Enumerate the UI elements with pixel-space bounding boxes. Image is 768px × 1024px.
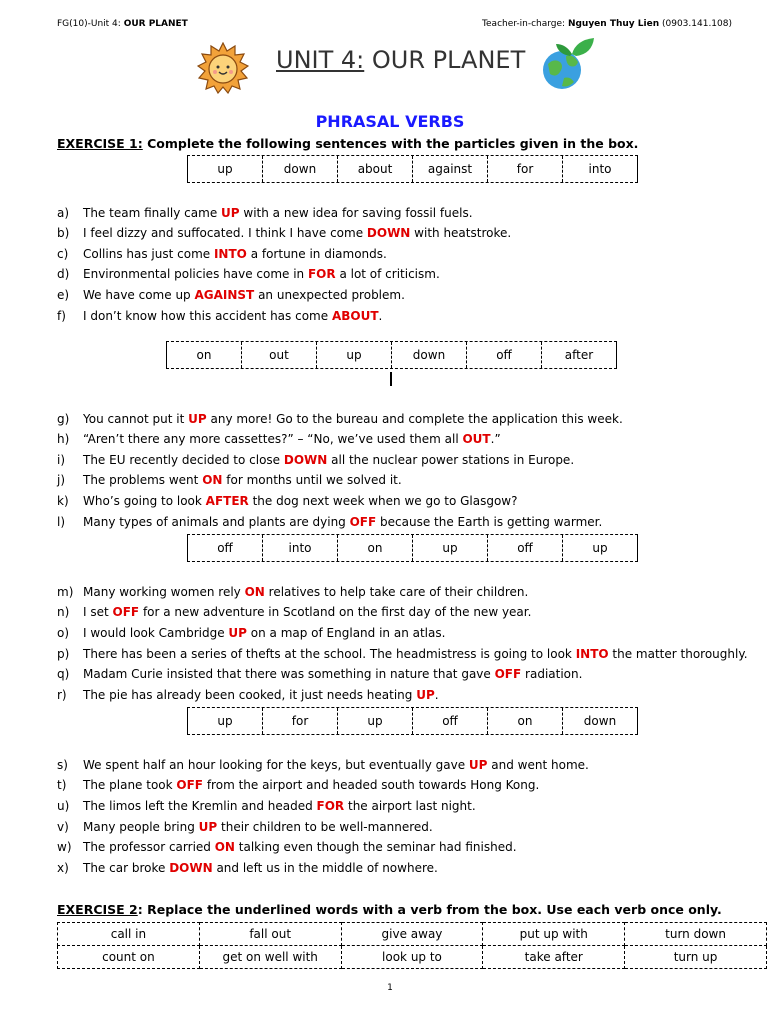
item-text: The professor carried xyxy=(83,840,215,854)
item-text: radiation. xyxy=(521,667,583,681)
exercise2-instruction: : Replace the underlined words with a verb from the box. Use each verb once only. xyxy=(137,902,722,917)
exercise2-label: EXERCISE 2 xyxy=(57,902,138,917)
particle-word: up xyxy=(316,342,391,368)
item-text: Collins has just come xyxy=(83,247,214,261)
sentence-item xyxy=(57,840,517,854)
particle-word: off xyxy=(412,708,487,734)
item-text: their children to be well-mannered. xyxy=(217,820,433,834)
verb-box xyxy=(57,922,767,969)
earth-leaf-icon xyxy=(538,36,598,92)
verb-box-row xyxy=(58,923,767,946)
sentence-item xyxy=(57,267,440,281)
item-label: m) xyxy=(57,585,74,599)
item-text: Madam Curie insisted that there was something in nature that gave xyxy=(83,667,495,681)
item-label: h) xyxy=(57,432,70,446)
item-text: I don’t know how this accident has come xyxy=(83,309,332,323)
particle-word: up xyxy=(337,708,412,734)
item-answer: UP xyxy=(221,206,240,220)
item-text: all the nuclear power stations in Europe. xyxy=(327,453,575,467)
sentence-item xyxy=(57,626,445,640)
particle-word: on xyxy=(337,535,412,561)
particle-word: up xyxy=(562,535,638,561)
item-label: q) xyxy=(57,667,70,681)
item-answer: AFTER xyxy=(205,494,249,508)
sentence-item xyxy=(57,667,582,681)
item-label: p) xyxy=(57,647,70,661)
header-teacher-phone: (0903.141.108) xyxy=(659,19,732,29)
item-label: l) xyxy=(57,515,66,529)
item-text: and went home. xyxy=(487,758,589,772)
particle-word: off xyxy=(187,535,262,561)
item-label: b) xyxy=(57,226,70,240)
item-text: a lot of criticism. xyxy=(335,267,440,281)
particle-word: for xyxy=(487,156,562,182)
particle-box-3 xyxy=(187,534,638,562)
item-text: . xyxy=(434,688,439,702)
sentence-item xyxy=(57,226,511,240)
item-answer: UP xyxy=(228,626,247,640)
item-answer: OFF xyxy=(112,605,140,619)
item-text: .” xyxy=(490,432,501,446)
verb-cell: turn down xyxy=(625,923,767,946)
particle-box-1 xyxy=(187,155,638,183)
item-text: The limos left the Kremlin and headed xyxy=(83,799,317,813)
verb-cell: give away xyxy=(341,923,483,946)
sentence-item xyxy=(57,494,518,508)
sentence-item xyxy=(57,647,748,661)
sentence-item xyxy=(57,861,438,875)
verb-box-row xyxy=(58,946,767,969)
item-text: The team finally came xyxy=(83,206,222,220)
item-answer: INTO xyxy=(575,647,609,661)
item-answer: FOR xyxy=(307,267,336,281)
item-text: “Aren’t there any more cassettes?” – “No, we’ve used them all xyxy=(83,432,463,446)
item-label: x) xyxy=(57,861,69,875)
sentence-item xyxy=(57,412,623,426)
particle-word: down xyxy=(391,342,466,368)
item-text: We spent half an hour looking for the keys, but eventually gave xyxy=(83,758,469,772)
item-text: The pie has already been cooked, it just needs heating xyxy=(83,688,417,702)
item-text: . xyxy=(378,309,383,323)
item-label: i) xyxy=(57,453,66,467)
item-label: w) xyxy=(57,840,72,854)
item-text: the matter thoroughly. xyxy=(608,647,748,661)
item-label: c) xyxy=(57,247,69,261)
item-answer: UP xyxy=(188,412,207,426)
item-label: n) xyxy=(57,605,70,619)
item-answer: ON xyxy=(244,585,265,599)
item-text: There has been a series of thefts at the school. The headmistress is going to look xyxy=(83,647,576,661)
particle-word: out xyxy=(241,342,316,368)
item-text: You cannot put it xyxy=(83,412,189,426)
item-text: The problems went xyxy=(83,473,203,487)
text-cursor xyxy=(390,372,392,386)
item-text: because the Earth is getting warmer. xyxy=(376,515,603,529)
item-label: k) xyxy=(57,494,69,508)
item-text: on a map of England in an atlas. xyxy=(246,626,446,640)
verb-cell: get on well with xyxy=(199,946,341,969)
particle-word: up xyxy=(187,156,262,182)
item-answer: UP xyxy=(468,758,488,772)
item-text: Environmental policies have come in xyxy=(83,267,308,281)
sentence-item xyxy=(57,688,439,702)
particle-word: for xyxy=(262,708,337,734)
header-unit-title: OUR PLANET xyxy=(123,19,188,29)
particle-box-2 xyxy=(166,341,617,369)
exercise1-label: EXERCISE 1: xyxy=(57,136,143,151)
verb-cell: call in xyxy=(58,923,200,946)
item-text: I feel dizzy and suffocated. I think I have come xyxy=(83,226,367,240)
item-answer: OFF xyxy=(176,778,204,792)
sentence-item xyxy=(57,515,602,529)
sentence-item xyxy=(57,820,433,834)
sentence-item xyxy=(57,605,531,619)
header-teacher-prefix: Teacher-in-charge: xyxy=(482,19,568,29)
item-text: and left us in the middle of nowhere. xyxy=(212,861,438,875)
item-answer: ON xyxy=(214,840,235,854)
verb-cell: turn up xyxy=(625,946,767,969)
item-answer: OUT xyxy=(462,432,491,446)
item-answer: DOWN xyxy=(169,861,213,875)
item-label: j) xyxy=(57,473,66,487)
item-answer: UP xyxy=(416,688,435,702)
header-course: FG(10)-Unit 4: xyxy=(57,19,124,29)
sentence-item xyxy=(57,288,405,302)
item-label: u) xyxy=(57,799,70,813)
item-text: Many people bring xyxy=(83,820,199,834)
section-title: PHRASAL VERBS xyxy=(315,112,465,131)
particle-box-4 xyxy=(187,707,638,735)
item-label: s) xyxy=(57,758,68,772)
item-answer: FOR xyxy=(316,799,345,813)
sentence-item xyxy=(57,585,528,599)
item-text: Many working women rely xyxy=(83,585,245,599)
item-text: an unexpected problem. xyxy=(254,288,405,302)
particle-word: down xyxy=(262,156,337,182)
particle-word: against xyxy=(412,156,487,182)
sentence-item xyxy=(57,309,382,323)
header-right xyxy=(482,19,732,29)
item-text: Who’s going to look xyxy=(83,494,206,508)
item-label: o) xyxy=(57,626,70,640)
item-answer: ON xyxy=(202,473,223,487)
page-title xyxy=(276,46,525,74)
exercise1-heading xyxy=(57,136,638,151)
item-answer: DOWN xyxy=(366,226,411,240)
verb-cell: count on xyxy=(58,946,200,969)
item-label: e) xyxy=(57,288,70,302)
particle-word: up xyxy=(187,708,262,734)
particle-word: on xyxy=(166,342,241,368)
sun-icon xyxy=(197,42,249,94)
particle-word: about xyxy=(337,156,412,182)
item-label: v) xyxy=(57,820,69,834)
item-text: from the airport and headed south towards Hong Kong. xyxy=(203,778,540,792)
sentence-item xyxy=(57,247,387,261)
exercise1-instruction: Complete the following sentences with the particles given in the box. xyxy=(142,136,639,151)
header-left xyxy=(57,19,188,29)
item-text: talking even though the seminar had finished. xyxy=(234,840,517,854)
item-answer: OFF xyxy=(494,667,522,681)
item-text: a fortune in diamonds. xyxy=(246,247,387,261)
item-label: a) xyxy=(57,206,70,220)
item-text: with a new idea for saving fossil fuels. xyxy=(239,206,473,220)
sentence-item xyxy=(57,758,589,772)
verb-cell: look up to xyxy=(341,946,483,969)
particle-word: on xyxy=(487,708,562,734)
particle-word: down xyxy=(562,708,638,734)
item-label: d) xyxy=(57,267,70,281)
particle-word: into xyxy=(562,156,638,182)
title-unit: UNIT 4: xyxy=(276,46,365,74)
particle-word: into xyxy=(262,535,337,561)
item-answer: DOWN xyxy=(283,453,328,467)
item-text: any more! Go to the bureau and complete the application this week. xyxy=(206,412,623,426)
item-text: The plane took xyxy=(83,778,177,792)
verb-cell: fall out xyxy=(199,923,341,946)
item-answer: UP xyxy=(198,820,218,834)
item-label: t) xyxy=(57,778,67,792)
sentence-item xyxy=(57,453,574,467)
item-text: The EU recently decided to close xyxy=(83,453,284,467)
sentence-item xyxy=(57,432,501,446)
verb-cell: put up with xyxy=(483,923,625,946)
item-answer: OFF xyxy=(349,515,377,529)
item-text: for months until we solved it. xyxy=(222,473,402,487)
item-text: relatives to help take care of their children. xyxy=(264,585,529,599)
sentence-item xyxy=(57,206,473,220)
particle-word: off xyxy=(487,535,562,561)
item-label: r) xyxy=(57,688,67,702)
title-rest: OUR PLANET xyxy=(364,46,526,74)
item-answer: ABOUT xyxy=(331,309,379,323)
item-text: We have come up xyxy=(83,288,195,302)
item-text: The car broke xyxy=(83,861,170,875)
item-text: with heatstroke. xyxy=(410,226,512,240)
item-answer: INTO xyxy=(213,247,247,261)
item-text: I set xyxy=(83,605,113,619)
item-label: g) xyxy=(57,412,70,426)
item-label: f) xyxy=(57,309,66,323)
item-text: for a new adventure in Scotland on the first day of the new year. xyxy=(139,605,532,619)
page-number: 1 xyxy=(387,983,393,993)
item-answer: AGAINST xyxy=(194,288,255,302)
header-teacher-name: Nguyen Thuy Lien xyxy=(567,19,660,29)
item-text: Many types of animals and plants are dying xyxy=(83,515,350,529)
item-text: I would look Cambridge xyxy=(83,626,229,640)
particle-word: after xyxy=(541,342,617,368)
sentence-item xyxy=(57,799,476,813)
particle-word: off xyxy=(466,342,541,368)
particle-word: up xyxy=(412,535,487,561)
sentence-item xyxy=(57,778,539,792)
item-text: the dog next week when we go to Glasgow? xyxy=(248,494,518,508)
exercise2-heading xyxy=(57,902,722,917)
verb-cell: take after xyxy=(483,946,625,969)
item-text: the airport last night. xyxy=(344,799,476,813)
sentence-item xyxy=(57,473,402,487)
